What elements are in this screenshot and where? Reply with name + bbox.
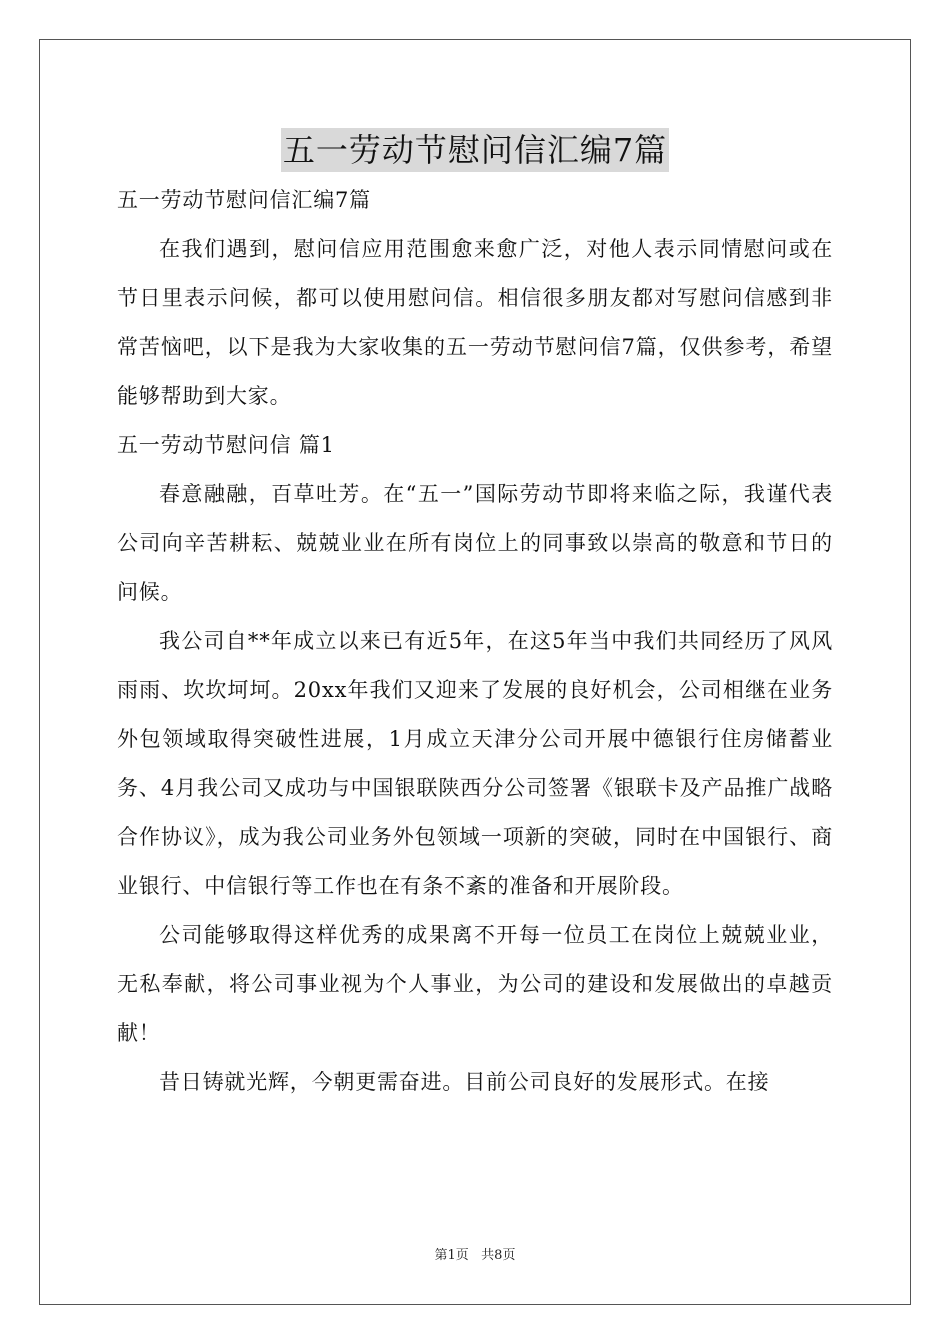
- paragraph: 五一劳动节慰问信 篇1: [117, 433, 335, 457]
- paragraph: 昔日铸就光辉，今朝更需奋进。目前公司良好的发展形式。在接: [159, 1070, 770, 1094]
- paragraph: 五一劳动节慰问信汇编7篇: [117, 188, 371, 212]
- document-title: [0, 128, 950, 172]
- paragraph: 我公司自**年成立以来已有近5年，在这5年当中我们共同经历了风风雨雨、坎坎坷坷。20xx年我们又迎来了发展的良好机会，公司相继在业务外包领域取得突破性进展，1月成立天津分公司开展中德银行住房储蓄业务、4月我公司又成功与中国银联陕西分公司签署《银联卡及产品推广战略合作协议》，成为我公司业务外包领域一项新的突破，同时在中国银行、商业银行、中信银行等工作也在有条不紊的准备和开展阶段。: [117, 629, 833, 898]
- paragraph: 春意融融，百草吐芳。在“五一”国际劳动节即将来临之际，我谨代表公司向辛苦耕耘、兢兢业业在所有岗位上的同事致以崇高的敬意和节日的问候。: [117, 482, 833, 604]
- document-title-text: 五一劳动节慰问信汇编7篇: [281, 128, 669, 172]
- paragraph: 在我们遇到，慰问信应用范围愈来愈广泛，对他人表示同情慰问或在节日里表示问候，都可以使用慰问信。相信很多朋友都对写慰问信感到非常苦恼吧，以下是我为大家收集的五一劳动节慰问信7篇，仅供参考，希望能够帮助到大家。: [117, 237, 833, 408]
- document-body: [117, 176, 833, 1107]
- paragraph: 公司能够取得这样优秀的成果离不开每一位员工在岗位上兢兢业业，无私奉献，将公司事业视为个人事业，为公司的建设和发展做出的卓越贡献！: [117, 923, 833, 1045]
- page-number: 第1页 共8页: [434, 1248, 516, 1263]
